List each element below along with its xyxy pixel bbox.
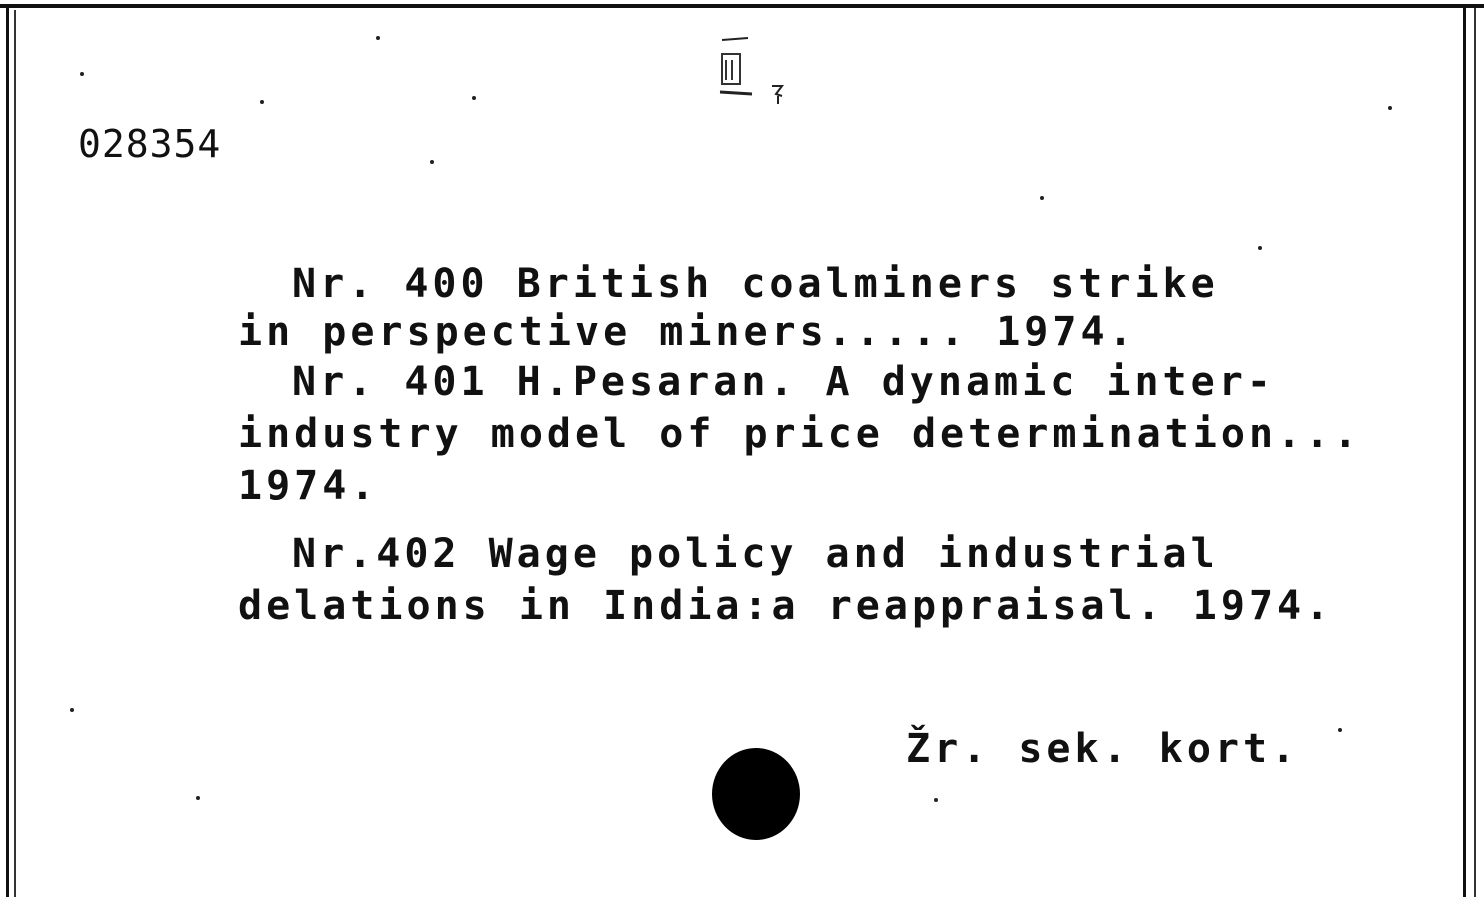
speck <box>1388 106 1392 110</box>
card-right-outer-edge <box>1474 8 1476 897</box>
entry-400-line-1: Nr. 400 British coalminers strike <box>292 261 1219 307</box>
speck <box>70 708 74 712</box>
stamp-mark-icon <box>716 34 796 114</box>
speck <box>1040 196 1044 200</box>
entry-402-line-2: delations in India:a reappraisal. 1974. <box>238 583 1334 629</box>
entry-401-line-2: industry model of price determination... <box>238 411 1362 457</box>
speck <box>1338 728 1342 732</box>
speck <box>376 36 380 40</box>
card-right-edge <box>1463 8 1466 897</box>
speck <box>1258 246 1262 250</box>
entry-402-line-1: Nr.402 Wage policy and industrial <box>292 531 1219 577</box>
entry-400-line-2: in perspective miners..... 1974. <box>238 309 1137 355</box>
speck <box>196 796 200 800</box>
speck <box>472 96 476 100</box>
card-left-edge <box>6 4 9 897</box>
card-top-edge <box>0 4 1484 8</box>
punch-hole <box>712 748 800 840</box>
card-left-inner-edge <box>14 10 16 897</box>
speck <box>260 100 264 104</box>
speck <box>80 72 84 76</box>
entry-401-line-3: 1974. <box>238 463 379 509</box>
speck <box>430 160 434 164</box>
reference-note: Žr. sek. kort. <box>906 726 1300 772</box>
entry-401-line-1: Nr. 401 H.Pesaran. A dynamic inter- <box>292 359 1275 405</box>
catalog-number: 028354 <box>78 122 222 166</box>
speck <box>934 798 938 802</box>
